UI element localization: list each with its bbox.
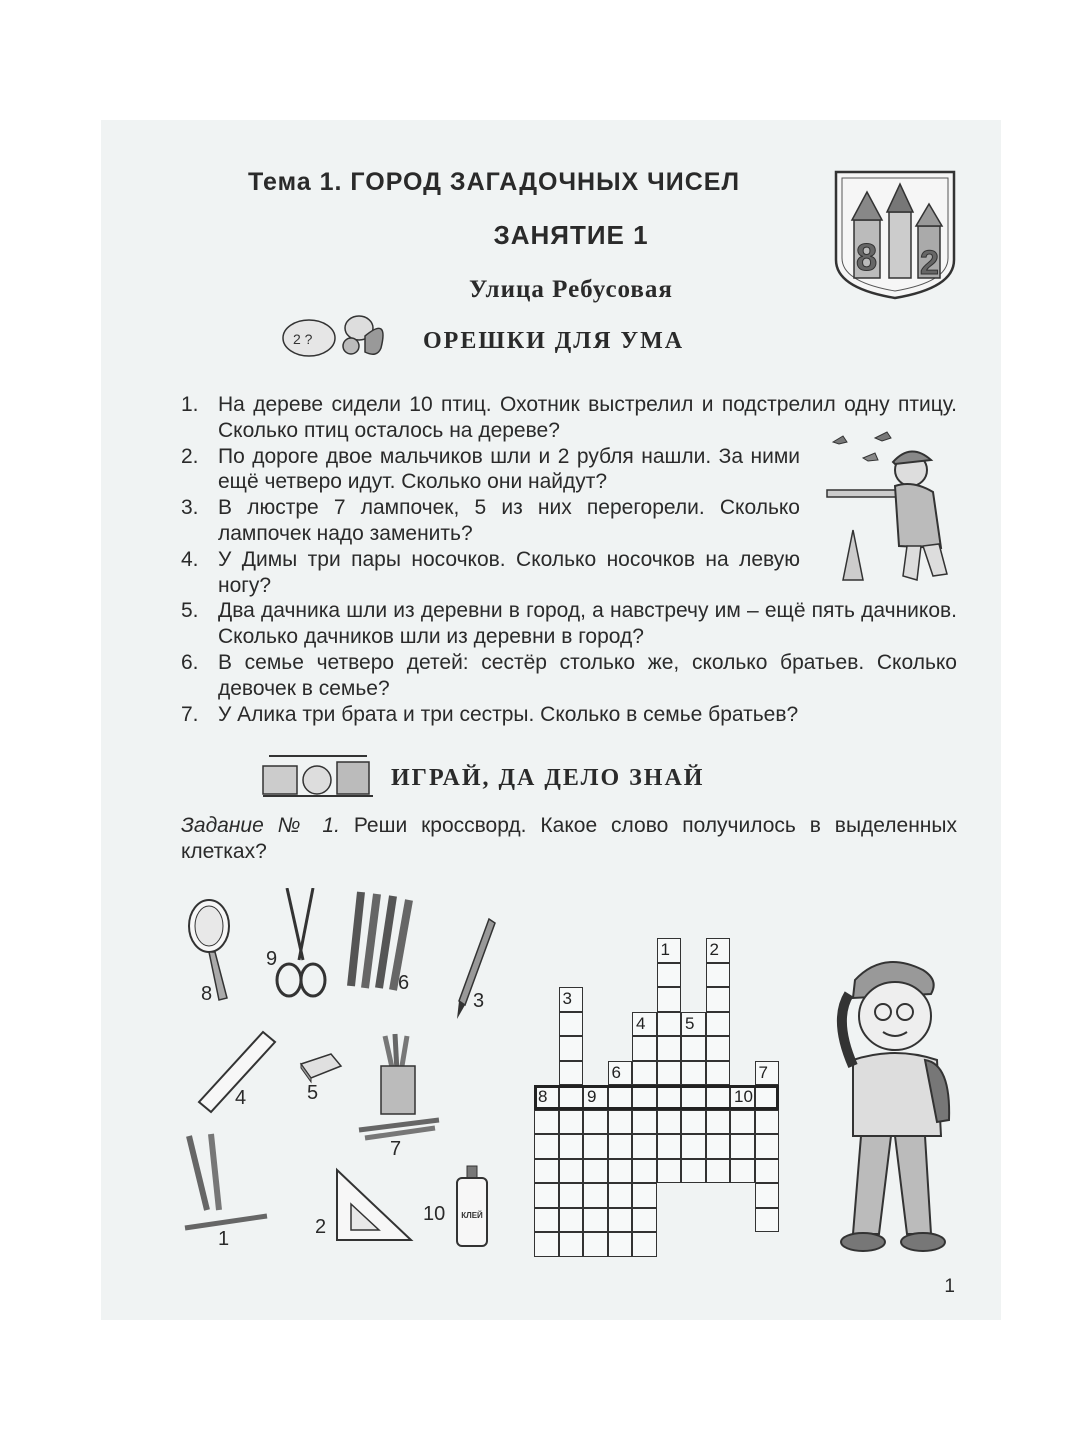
crossword-cell (559, 1208, 584, 1233)
list-item (181, 702, 957, 728)
crossword-cell (632, 1208, 657, 1233)
crossword-cell (559, 987, 584, 1012)
crossword-cell (730, 1159, 755, 1184)
crossword-cell (632, 1134, 657, 1159)
crossword-cell (559, 1036, 584, 1061)
street-title: Улица Ребусовая (469, 276, 673, 303)
crossword-cell (706, 1159, 731, 1184)
crossword-cell (608, 1085, 633, 1110)
riddle-number: 2. (181, 444, 199, 468)
crossword-cell (534, 1085, 559, 1110)
riddle-number: 3. (181, 496, 199, 520)
crossword-cell (559, 1183, 584, 1208)
riddle-text: По дороге двое мальчиков шли и 2 рубля нашли. За ними ещё четверо идут. Сколько они найдут? (218, 444, 800, 494)
crossword-cell (706, 987, 731, 1012)
crossword-cell (559, 1110, 584, 1135)
crossword-cell (730, 1085, 755, 1110)
task-description: Реши кроссворд. Какое слово получилось в выделенных клетках? (181, 814, 958, 863)
crossword-cell (608, 1208, 633, 1233)
crossword-cell (534, 1183, 559, 1208)
crossword-cell (608, 1134, 633, 1159)
crossword-cell (583, 1208, 608, 1233)
crossword-clue-number: 4 (636, 1013, 646, 1033)
crossword-cell (559, 1134, 584, 1159)
crossword-cell (534, 1159, 559, 1184)
crossword-cell (755, 1159, 780, 1184)
markers-icon (347, 890, 423, 994)
crossword-cell (681, 1134, 706, 1159)
crossword-cell (608, 1061, 633, 1086)
riddle-text: У Димы три пары носочков. Сколько носочков на левую ногу? (218, 547, 800, 597)
riddle-text: В люстре 7 лампочек, 5 из них перегорели. Сколько лампочек надо заменить? (218, 496, 800, 545)
crossword-cell (608, 1183, 633, 1208)
crossword-cell (559, 1085, 584, 1110)
crossword-cell (706, 963, 731, 988)
crossword-cell (657, 938, 682, 963)
crossword-cell (632, 1110, 657, 1135)
crossword-cell (681, 1159, 706, 1184)
workbook-page (101, 120, 1001, 1320)
crossword-cell (755, 1208, 780, 1233)
riddle-text: В семье четверо детей: сестёр столько же, сколько братьев. Сколько девочек в семье? (218, 650, 957, 700)
crossword-cell (608, 1232, 633, 1257)
crossword-cell (559, 1232, 584, 1257)
crossword-cell (755, 1183, 780, 1208)
crossword-cell (534, 1232, 559, 1257)
list-item (181, 547, 800, 599)
crossword-cell (681, 1012, 706, 1037)
page-number: 1 (944, 1276, 955, 1297)
crossword-clue-number: 3 (562, 989, 572, 1008)
riddle-text: На дереве сидели 10 птиц. Охотник выстрелил и подстрелил одну птицу. Сколько птиц осталось на дереве? (218, 393, 957, 442)
pencils-icon (183, 1132, 273, 1236)
item-number-9: 9 (266, 948, 278, 970)
crossword-cell (534, 1208, 559, 1233)
crossword-cell (657, 1061, 682, 1086)
crossword-clue-number: 7 (758, 1062, 768, 1082)
crossword-cell (583, 1085, 608, 1110)
item-number-8: 8 (201, 983, 213, 1005)
crossword-cell (657, 1036, 682, 1061)
list-item (181, 444, 800, 496)
crossword-grid (534, 938, 794, 1258)
crossword-cell (632, 1012, 657, 1037)
crossword-cell (706, 1085, 731, 1110)
triangle-ruler-icon (333, 1166, 415, 1244)
boy-illustration-icon (813, 950, 963, 1258)
crossword-clue-number: 6 (611, 1062, 621, 1082)
riddle-number: 4. (181, 547, 199, 571)
riddle-text: У Алика три брата и три сестры. Сколько в семье братьев? (218, 702, 799, 726)
crossword-cell (657, 1159, 682, 1184)
crossword-cell (657, 1110, 682, 1135)
hunter-illustration-icon (823, 430, 963, 588)
item-number-7: 7 (390, 1138, 402, 1160)
crossword-cell (706, 1036, 731, 1061)
crossword-clue-number: 10 (734, 1087, 753, 1106)
crossword-cell (632, 1085, 657, 1110)
squirrel-nuts-icon (281, 306, 401, 360)
riddle-number: 1. (181, 393, 199, 416)
eraser-icon (297, 1050, 345, 1084)
svg-text:8: 8 (856, 237, 878, 279)
crossword-cell (534, 1134, 559, 1159)
crossword-cell (632, 1159, 657, 1184)
crossword-cell (608, 1159, 633, 1184)
crossword-cell (632, 1036, 657, 1061)
crossword-cell (657, 1085, 682, 1110)
item-number-2: 2 (315, 1216, 327, 1238)
lesson-title: ЗАНЯТИЕ 1 (493, 220, 649, 250)
task-label: Задание № 1. (181, 814, 340, 837)
crossword-cell (583, 1134, 608, 1159)
crossword-cell (559, 1012, 584, 1037)
crossword-cell (706, 1061, 731, 1086)
crossword-cell (706, 1110, 731, 1135)
item-number-10: 10 (423, 1203, 446, 1225)
glue-label: КЛЕЙ (461, 1211, 483, 1220)
task-text (181, 813, 957, 865)
item-number-1: 1 (218, 1228, 230, 1250)
crossword-cell (657, 1134, 682, 1159)
crossword-clue-number: 5 (685, 1013, 695, 1033)
crossword-cell (681, 1110, 706, 1135)
glue-icon (451, 1164, 495, 1250)
item-number-4: 4 (235, 1087, 247, 1109)
crossword-cell (534, 1110, 559, 1135)
crossword-cell (583, 1110, 608, 1135)
crossword-cell (755, 1110, 780, 1135)
crossword-cell (559, 1061, 584, 1086)
crossword-cell (730, 1110, 755, 1135)
crossword-cell (583, 1159, 608, 1184)
crossword-cell (583, 1232, 608, 1257)
crossword-cell (681, 1036, 706, 1061)
list-item (181, 598, 957, 650)
crossword-cell (559, 1159, 584, 1184)
crossword-clue-number: 8 (538, 1087, 548, 1106)
item-number-5: 5 (307, 1082, 319, 1104)
svg-text:2 ?: 2 ? (293, 331, 313, 347)
crossword-cell (706, 1134, 731, 1159)
item-number-3: 3 (473, 990, 485, 1012)
list-item (181, 650, 957, 702)
school-supplies-scale-icon (259, 742, 377, 802)
crossword-cell (657, 987, 682, 1012)
crossword-cell (657, 1012, 682, 1037)
topic-title: Тема 1. ГОРОД ЗАГАДОЧНЫХ ЧИСЕЛ (248, 168, 740, 196)
crossword-clue-number: 2 (709, 940, 719, 959)
crossword-cell (632, 1061, 657, 1086)
crossword-cell (706, 1012, 731, 1037)
crossword-cell (755, 1134, 780, 1159)
crossword-clue-number: 1 (660, 940, 670, 959)
crossword-cell (583, 1183, 608, 1208)
crossword-cell (730, 1134, 755, 1159)
list-item (181, 495, 800, 547)
scissors-icon (273, 888, 329, 1002)
item-number-6: 6 (398, 972, 410, 994)
crossword-cell (608, 1110, 633, 1135)
crossword-cell (755, 1061, 780, 1086)
crossword-cell (632, 1183, 657, 1208)
svg-text:2: 2 (920, 244, 939, 282)
riddle-number: 7. (181, 702, 199, 726)
crossword-cell (657, 963, 682, 988)
riddle-text: Два дачника шли из деревни в город, а навстречу им – ещё пять дачников. Сколько дачников шли из деревни в город? (218, 599, 957, 649)
pencil-cup-icon (355, 1032, 441, 1142)
crossword-cell (755, 1085, 780, 1110)
coat-of-arms-icon (834, 170, 956, 300)
riddle-number: 6. (181, 650, 199, 674)
crossword-cell (681, 1061, 706, 1086)
crossword-cell (632, 1232, 657, 1257)
riddle-number: 5. (181, 599, 199, 623)
riddles-section-title: ОРЕШКИ ДЛЯ УМА (423, 328, 685, 354)
game-section-title: ИГРАЙ, ДА ДЕЛО ЗНАЙ (391, 765, 705, 791)
crossword-cell (681, 1085, 706, 1110)
crossword-cell (706, 938, 731, 963)
crossword-clue-number: 9 (587, 1087, 597, 1106)
